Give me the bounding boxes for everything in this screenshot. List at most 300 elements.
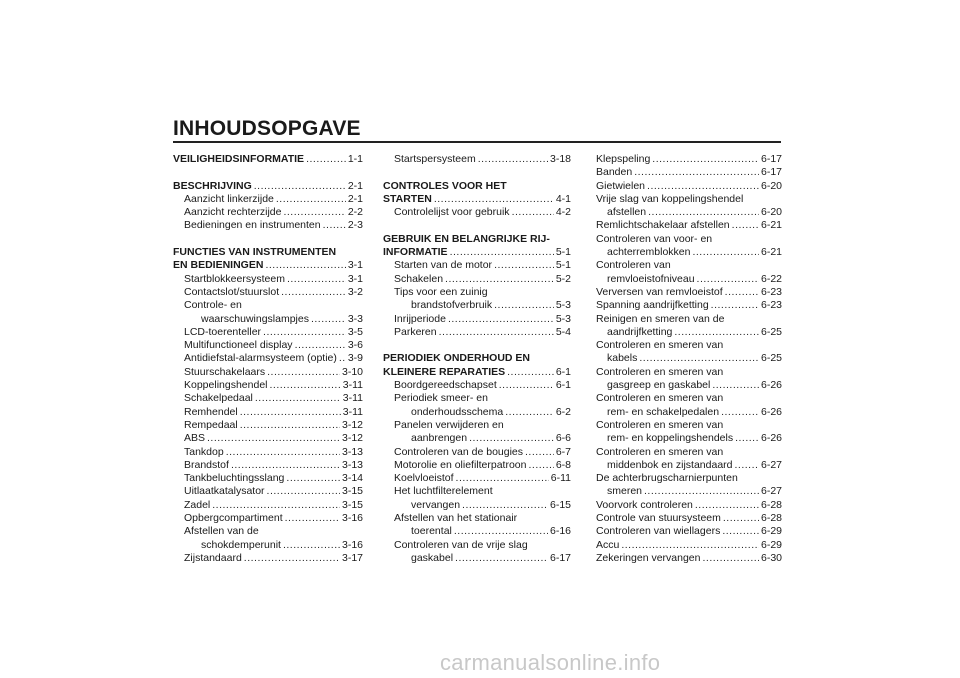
toc-dot-leader bbox=[454, 525, 548, 538]
toc-entry-title: gaskabel bbox=[411, 551, 454, 564]
toc-page-number: 3-15 bbox=[341, 498, 363, 511]
toc-entry[interactable] bbox=[383, 299, 571, 312]
toc-dot-leader bbox=[244, 552, 340, 565]
toc-page-number: 3-2 bbox=[347, 285, 363, 298]
toc-dot-leader bbox=[323, 219, 346, 232]
toc-entry[interactable] bbox=[596, 525, 782, 538]
toc-entry[interactable] bbox=[596, 499, 782, 512]
toc-entry[interactable] bbox=[596, 472, 782, 485]
toc-page-number: 2-3 bbox=[347, 219, 363, 232]
toc-entry-title: Koppelingshendel bbox=[184, 379, 268, 392]
toc-page-number: 3-16 bbox=[341, 538, 363, 551]
toc-page-number: 4-2 bbox=[555, 206, 571, 219]
toc-entry[interactable] bbox=[383, 472, 571, 485]
toc-dot-leader bbox=[674, 326, 759, 339]
toc-entry[interactable] bbox=[173, 485, 363, 498]
toc-column-2 bbox=[383, 153, 571, 565]
toc-entry-title: schokdemperunit bbox=[201, 538, 281, 551]
toc-dot-leader bbox=[270, 379, 341, 392]
toc-entry-title: CONTROLES VOOR HET bbox=[383, 179, 507, 192]
toc-entry[interactable] bbox=[173, 512, 363, 525]
toc-dot-leader bbox=[287, 273, 346, 286]
toc-entry-title: STARTEN bbox=[383, 192, 432, 205]
toc-section-heading[interactable] bbox=[173, 246, 363, 259]
toc-dot-leader bbox=[285, 512, 340, 525]
toc-dot-leader bbox=[434, 193, 554, 206]
toc-page-number: 6-30 bbox=[760, 551, 782, 564]
toc-entry-title: Uitlaatkatalysator bbox=[184, 485, 265, 498]
toc-page-number: 3-16 bbox=[341, 512, 363, 525]
toc-page-number: 6-20 bbox=[760, 179, 782, 192]
toc-entry-title: Antidiefstal-alarmsysteem (optie) bbox=[184, 352, 337, 365]
toc-dot-leader bbox=[283, 539, 340, 552]
toc-dot-leader bbox=[529, 459, 554, 472]
toc-entry-title: Tips voor een zuinig bbox=[394, 285, 488, 298]
toc-entry-title: Schakelen bbox=[394, 272, 444, 285]
toc-entry-title: brandstofverbruik bbox=[411, 299, 493, 312]
toc-page-number: 3-13 bbox=[341, 445, 363, 458]
toc-page-number: 3-10 bbox=[341, 365, 363, 378]
toc-entry[interactable] bbox=[596, 512, 782, 525]
toc-entry-title: Aanzicht rechterzijde bbox=[184, 206, 282, 219]
toc-entry-title: De achterbrugscharnierpunten bbox=[596, 472, 738, 485]
toc-entry-title: Koelvloeistof bbox=[394, 472, 454, 485]
toc-entry-title: rem- en koppelingshendels bbox=[607, 432, 734, 445]
toc-entry[interactable] bbox=[383, 446, 571, 459]
toc-entry[interactable] bbox=[173, 419, 363, 432]
toc-entry-title: Gietwielen bbox=[596, 179, 646, 192]
toc-entry[interactable] bbox=[383, 286, 571, 299]
toc-entry[interactable] bbox=[596, 352, 782, 365]
toc-entry[interactable] bbox=[596, 233, 782, 246]
toc-page-number: 6-26 bbox=[760, 405, 782, 418]
toc-entry[interactable] bbox=[383, 313, 571, 326]
toc-entry[interactable] bbox=[596, 286, 782, 299]
toc-dot-leader bbox=[732, 219, 759, 232]
page-title: INHOUDSOPGAVE bbox=[173, 117, 361, 140]
toc-entry[interactable] bbox=[596, 539, 782, 552]
toc-dot-leader bbox=[255, 392, 341, 405]
toc-entry-title: Afstellen van het stationair bbox=[394, 512, 518, 525]
toc-entry-title: FUNCTIES VAN INSTRUMENTEN bbox=[173, 246, 337, 259]
toc-dot-leader bbox=[265, 259, 345, 272]
toc-page-number: 2-2 bbox=[347, 206, 363, 219]
toc-entry-title: Remlichtschakelaar afstellen bbox=[596, 219, 730, 232]
toc-entry-title: Zekeringen vervangen bbox=[596, 551, 701, 564]
toc-page-number: 3-1 bbox=[347, 259, 363, 272]
toc-entry[interactable] bbox=[596, 446, 782, 459]
toc-page-number: 2-1 bbox=[347, 192, 363, 205]
toc-entry[interactable] bbox=[383, 392, 571, 405]
toc-page-number: 6-20 bbox=[760, 206, 782, 219]
toc-entry[interactable] bbox=[383, 419, 571, 432]
toc-entry-title: Controleren en smeren van bbox=[596, 339, 724, 352]
toc-entry[interactable] bbox=[383, 459, 571, 472]
toc-entry-title: Controleren en smeren van bbox=[596, 445, 724, 458]
toc-section-heading[interactable] bbox=[173, 153, 363, 166]
toc-dot-leader bbox=[695, 499, 759, 512]
toc-entry[interactable] bbox=[383, 406, 571, 419]
toc-page-number: 6-26 bbox=[760, 379, 782, 392]
toc-page-number: 3-1 bbox=[347, 272, 363, 285]
toc-page-number: 3-11 bbox=[342, 392, 363, 405]
toc-entry-title: Controleren van de vrije slag bbox=[394, 538, 528, 551]
toc-entry-title: Starten van de motor bbox=[394, 259, 493, 272]
toc-entry-title: Parkeren bbox=[394, 325, 437, 338]
toc-dot-leader bbox=[469, 432, 554, 445]
toc-entry-title: Controleren van voor- en bbox=[596, 232, 713, 245]
toc-dot-leader bbox=[286, 472, 340, 485]
toc-dot-leader bbox=[478, 153, 548, 166]
toc-dot-leader bbox=[306, 153, 346, 166]
toc-entry-title: gasgreep en gaskabel bbox=[607, 379, 711, 392]
toc-entry[interactable] bbox=[596, 459, 782, 472]
toc-entry[interactable] bbox=[596, 392, 782, 405]
toc-entry-title: Verversen van remvloeistof bbox=[596, 285, 723, 298]
title-rule bbox=[173, 141, 781, 143]
toc-entry[interactable] bbox=[173, 379, 363, 392]
toc-dot-leader bbox=[647, 180, 759, 193]
toc-page-number: 6-23 bbox=[760, 285, 782, 298]
toc-entry[interactable] bbox=[173, 499, 363, 512]
toc-dot-leader bbox=[494, 259, 554, 272]
toc-dot-leader bbox=[725, 286, 759, 299]
toc-dot-leader bbox=[445, 273, 554, 286]
toc-page-number: 6-25 bbox=[760, 325, 782, 338]
toc-section-heading[interactable] bbox=[173, 259, 363, 272]
toc-page-number: 2-1 bbox=[347, 179, 363, 192]
toc-entry-title: Tankbeluchtingsslang bbox=[184, 472, 285, 485]
toc-dot-leader bbox=[499, 379, 554, 392]
toc-entry-title: GEBRUIK EN BELANGRIJKE RIJ- bbox=[383, 232, 550, 245]
toc-entry-title: Spanning aandrijfketting bbox=[596, 299, 709, 312]
toc-section-heading[interactable] bbox=[383, 233, 571, 246]
toc-entry[interactable] bbox=[596, 339, 782, 352]
toc-spacer bbox=[383, 166, 571, 179]
toc-entry[interactable] bbox=[596, 259, 782, 272]
toc-entry-title: BESCHRIJVING bbox=[173, 179, 252, 192]
toc-dot-leader bbox=[735, 432, 759, 445]
toc-page-number: 6-23 bbox=[760, 299, 782, 312]
toc-dot-leader bbox=[621, 539, 759, 552]
toc-entry[interactable] bbox=[596, 326, 782, 339]
toc-dot-leader bbox=[240, 419, 340, 432]
toc-page-number: 6-21 bbox=[760, 246, 782, 259]
toc-page-number: 3-11 bbox=[342, 379, 363, 392]
toc-page-number: 3-17 bbox=[341, 551, 363, 564]
toc-page-number: 6-21 bbox=[760, 219, 782, 232]
toc-entry[interactable] bbox=[383, 273, 571, 286]
toc-entry-title: Multifunctioneel display bbox=[184, 339, 293, 352]
toc-entry-title: kabels bbox=[607, 352, 638, 365]
toc-entry-title: smeren bbox=[607, 485, 643, 498]
toc-entry-title: Aanzicht linkerzijde bbox=[184, 192, 274, 205]
toc-dot-leader bbox=[456, 472, 549, 485]
toc-entry[interactable] bbox=[173, 339, 363, 352]
toc-page-number: 6-26 bbox=[760, 432, 782, 445]
toc-page-number: 5-1 bbox=[555, 259, 571, 272]
toc-entry-title: Brandstof bbox=[184, 458, 229, 471]
toc-entry-title: Reinigen en smeren van de bbox=[596, 312, 725, 325]
toc-entry-title: Controle- en bbox=[184, 299, 242, 312]
toc-entry[interactable] bbox=[383, 326, 571, 339]
toc-dot-leader bbox=[455, 552, 548, 565]
toc-dot-leader bbox=[339, 352, 346, 365]
toc-entry[interactable] bbox=[173, 472, 363, 485]
toc-entry-title: ABS bbox=[184, 432, 206, 445]
toc-entry-title: Banden bbox=[596, 166, 633, 179]
toc-entry-title: LCD-toerenteller bbox=[184, 325, 262, 338]
toc-entry-title: Startspersysteem bbox=[394, 153, 476, 165]
toc-entry-title: aanbrengen bbox=[411, 432, 468, 445]
toc-page-number: 3-12 bbox=[341, 432, 363, 445]
toc-spacer bbox=[383, 219, 571, 232]
toc-entry-title: afstellen bbox=[607, 206, 647, 219]
toc-dot-leader bbox=[648, 206, 759, 219]
toc-entry[interactable] bbox=[383, 432, 571, 445]
toc-entry[interactable] bbox=[173, 206, 363, 219]
toc-dot-leader bbox=[212, 499, 340, 512]
toc-entry-title: waarschuwingslampjes bbox=[201, 312, 309, 325]
toc-entry[interactable] bbox=[173, 352, 363, 365]
toc-page-number: 1-1 bbox=[347, 153, 363, 165]
toc-dot-leader bbox=[507, 366, 554, 379]
toc-entry-title: Contactslot/stuurslot bbox=[184, 285, 280, 298]
toc-section-heading[interactable] bbox=[383, 193, 571, 206]
toc-entry[interactable] bbox=[596, 432, 782, 445]
toc-page-number: 3-18 bbox=[549, 153, 571, 165]
toc-page-number: 6-15 bbox=[549, 498, 571, 511]
toc-entry[interactable] bbox=[596, 485, 782, 498]
toc-page-number: 5-4 bbox=[555, 325, 571, 338]
toc-dot-leader bbox=[644, 485, 759, 498]
toc-entry-title: Het luchtfilterelement bbox=[394, 485, 493, 498]
toc-page-number: 6-17 bbox=[549, 551, 571, 564]
toc-page-number: 6-8 bbox=[555, 458, 571, 471]
toc-entry-title: KLEINERE REPARATIES bbox=[383, 365, 506, 378]
toc-entry[interactable] bbox=[173, 299, 363, 312]
toc-entry[interactable] bbox=[383, 153, 571, 166]
toc-dot-leader bbox=[462, 499, 548, 512]
toc-entry-title: Controleren van wiellagers bbox=[596, 525, 721, 538]
toc-entry[interactable] bbox=[173, 313, 363, 326]
toc-page-number: 5-1 bbox=[555, 246, 571, 259]
toc-dot-leader bbox=[721, 406, 759, 419]
toc-page-number: 6-17 bbox=[760, 166, 782, 179]
toc-dot-leader bbox=[722, 525, 759, 538]
toc-entry-title: toerental bbox=[411, 525, 452, 538]
toc-entry-title: Bedieningen en instrumenten bbox=[184, 219, 321, 232]
toc-dot-leader bbox=[692, 246, 759, 259]
toc-entry[interactable] bbox=[383, 206, 571, 219]
toc-section-heading[interactable] bbox=[383, 246, 571, 259]
toc-dot-leader bbox=[450, 246, 554, 259]
toc-entry[interactable] bbox=[596, 246, 782, 259]
toc-dot-leader bbox=[494, 299, 554, 312]
toc-page-number: 3-6 bbox=[347, 339, 363, 352]
toc-entry-title: Startblokkeersysteem bbox=[184, 272, 285, 285]
toc-entry[interactable] bbox=[383, 379, 571, 392]
toc-entry[interactable] bbox=[596, 366, 782, 379]
toc-dot-leader bbox=[281, 286, 346, 299]
toc-entry[interactable] bbox=[173, 326, 363, 339]
toc-entry[interactable] bbox=[383, 259, 571, 272]
toc-dot-leader bbox=[512, 206, 554, 219]
toc-entry[interactable] bbox=[173, 459, 363, 472]
toc-dot-leader bbox=[439, 326, 554, 339]
toc-entry[interactable] bbox=[596, 419, 782, 432]
toc-dot-leader bbox=[254, 180, 346, 193]
toc-dot-leader bbox=[267, 485, 340, 498]
toc-entry[interactable] bbox=[173, 366, 363, 379]
toc-entry[interactable] bbox=[173, 273, 363, 286]
toc-dot-leader bbox=[735, 459, 759, 472]
toc-entry-title: Accu bbox=[596, 538, 620, 551]
toc-entry[interactable] bbox=[596, 379, 782, 392]
toc-dot-leader bbox=[231, 459, 340, 472]
toc-entry-title: vervangen bbox=[411, 498, 461, 511]
toc-entry-title: Voorvork controleren bbox=[596, 498, 693, 511]
toc-entry[interactable] bbox=[383, 485, 571, 498]
toc-page-number: 6-27 bbox=[760, 485, 782, 498]
toc-entry-title: Remhendel bbox=[184, 405, 238, 418]
toc-entry[interactable] bbox=[596, 313, 782, 326]
toc-dot-leader bbox=[207, 432, 340, 445]
toc-dot-leader bbox=[295, 339, 346, 352]
toc-entry-title: EN BEDIENINGEN bbox=[173, 259, 264, 272]
toc-entry[interactable] bbox=[173, 539, 363, 552]
toc-page-number: 6-7 bbox=[555, 445, 571, 458]
toc-entry-title: Boordgereedschapset bbox=[394, 379, 497, 392]
toc-entry-title: Controleren en smeren van bbox=[596, 418, 724, 431]
toc-entry[interactable] bbox=[596, 406, 782, 419]
toc-entry-title: Zadel bbox=[184, 498, 211, 511]
toc-dot-leader bbox=[240, 406, 341, 419]
toc-entry-title: middenbok en zijstandaard bbox=[607, 458, 733, 471]
toc-dot-leader bbox=[702, 552, 759, 565]
toc-entry[interactable] bbox=[383, 539, 571, 552]
toc-page-number: 6-25 bbox=[760, 352, 782, 365]
toc-page-number: 3-15 bbox=[341, 485, 363, 498]
toc-entry[interactable] bbox=[173, 193, 363, 206]
toc-entry[interactable] bbox=[173, 219, 363, 232]
toc-page-number: 5-2 bbox=[555, 272, 571, 285]
toc-entry-title: Vrije slag van koppelingshendel bbox=[596, 192, 744, 205]
toc-dot-leader bbox=[711, 299, 759, 312]
toc-page-number: 3-11 bbox=[342, 405, 363, 418]
toc-entry[interactable] bbox=[173, 392, 363, 405]
toc-section-heading[interactable] bbox=[383, 352, 571, 365]
toc-page-number: 5-3 bbox=[555, 312, 571, 325]
toc-entry-title: PERIODIEK ONDERHOUD EN bbox=[383, 352, 531, 365]
toc-page-number: 6-29 bbox=[760, 525, 782, 538]
toc-entry-title: Schakelpedaal bbox=[184, 392, 253, 405]
toc-page-number: 3-5 bbox=[347, 325, 363, 338]
toc-dot-leader bbox=[697, 273, 759, 286]
toc-entry[interactable] bbox=[383, 552, 571, 565]
toc-entry-title: rem- en schakelpedalen bbox=[607, 405, 720, 418]
toc-entry-title: Motorolie en oliefilterpatroon bbox=[394, 458, 527, 471]
toc-page-number: 3-14 bbox=[341, 472, 363, 485]
toc-dot-leader bbox=[639, 352, 759, 365]
toc-entry-title: Controleren van bbox=[596, 259, 671, 272]
toc-entry-title: Controleren van de bougies bbox=[394, 445, 524, 458]
toc-entry[interactable] bbox=[596, 206, 782, 219]
toc-entry-title: Inrijperiode bbox=[394, 312, 446, 325]
toc-page-number: 6-17 bbox=[760, 153, 782, 165]
toc-page-number: 6-1 bbox=[555, 365, 571, 378]
toc-section-heading[interactable] bbox=[173, 180, 363, 193]
toc-entry[interactable] bbox=[596, 299, 782, 312]
toc-entry[interactable] bbox=[383, 512, 571, 525]
toc-entry-title: Periodiek smeer- en bbox=[394, 392, 488, 405]
toc-entry-title: Zijstandaard bbox=[184, 551, 242, 564]
toc-entry[interactable] bbox=[596, 273, 782, 286]
toc-page-number: 6-11 bbox=[550, 472, 571, 485]
toc-page-number: 3-13 bbox=[341, 458, 363, 471]
toc-entry-title: Controleren en smeren van bbox=[596, 365, 724, 378]
toc-entry[interactable] bbox=[173, 432, 363, 445]
toc-entry-title: remvloeistofniveau bbox=[607, 272, 695, 285]
toc-entry[interactable] bbox=[173, 406, 363, 419]
toc-dot-leader bbox=[634, 166, 759, 179]
toc-entry[interactable] bbox=[173, 525, 363, 538]
toc-page-number: 6-1 bbox=[555, 379, 571, 392]
toc-dot-leader bbox=[226, 446, 340, 459]
toc-page-number: 4-1 bbox=[555, 192, 571, 205]
toc-entry-title: Afstellen van de bbox=[184, 525, 259, 538]
toc-entry-title: Tankdop bbox=[184, 445, 224, 458]
toc-entry-title: Rempedaal bbox=[184, 418, 238, 431]
toc-page-number: 6-28 bbox=[760, 512, 782, 525]
toc-entry-title: INFORMATIE bbox=[383, 246, 448, 259]
toc-page-number: 3-3 bbox=[347, 312, 363, 325]
toc-entry-title: Klepspeling bbox=[596, 153, 651, 165]
toc-entry[interactable] bbox=[383, 525, 571, 538]
toc-page-number: 6-29 bbox=[760, 538, 782, 551]
toc-dot-leader bbox=[652, 153, 759, 166]
toc-entry[interactable] bbox=[596, 193, 782, 206]
toc-entry[interactable] bbox=[173, 446, 363, 459]
toc-entry[interactable] bbox=[383, 499, 571, 512]
toc-section-heading[interactable] bbox=[383, 180, 571, 193]
toc-spacer bbox=[173, 166, 363, 179]
toc-page-number: 6-28 bbox=[760, 498, 782, 511]
toc-page-number: 3-12 bbox=[341, 418, 363, 431]
toc-entry[interactable] bbox=[173, 552, 363, 565]
toc-entry[interactable] bbox=[596, 166, 782, 179]
toc-entry[interactable] bbox=[596, 153, 782, 166]
toc-dot-leader bbox=[525, 446, 554, 459]
toc-entry-title: Controleren en smeren van bbox=[596, 392, 724, 405]
toc-entry-title: Controle van stuursysteem bbox=[596, 512, 721, 525]
toc-section-heading[interactable] bbox=[383, 366, 571, 379]
toc-dot-leader bbox=[448, 313, 554, 326]
toc-page-number: 5-3 bbox=[555, 299, 571, 312]
toc-entry[interactable] bbox=[596, 219, 782, 232]
toc-dot-leader bbox=[311, 313, 346, 326]
toc-entry-title: Panelen verwijderen en bbox=[394, 418, 504, 431]
toc-spacer bbox=[383, 339, 571, 352]
toc-entry-title: achterremblokken bbox=[607, 246, 691, 259]
toc-spacer bbox=[173, 233, 363, 246]
toc-dot-leader bbox=[276, 193, 346, 206]
toc-page-number: 6-22 bbox=[760, 272, 782, 285]
toc-column-1 bbox=[173, 153, 363, 565]
toc-entry[interactable] bbox=[173, 286, 363, 299]
toc-entry[interactable] bbox=[596, 552, 782, 565]
toc-entry[interactable] bbox=[596, 180, 782, 193]
